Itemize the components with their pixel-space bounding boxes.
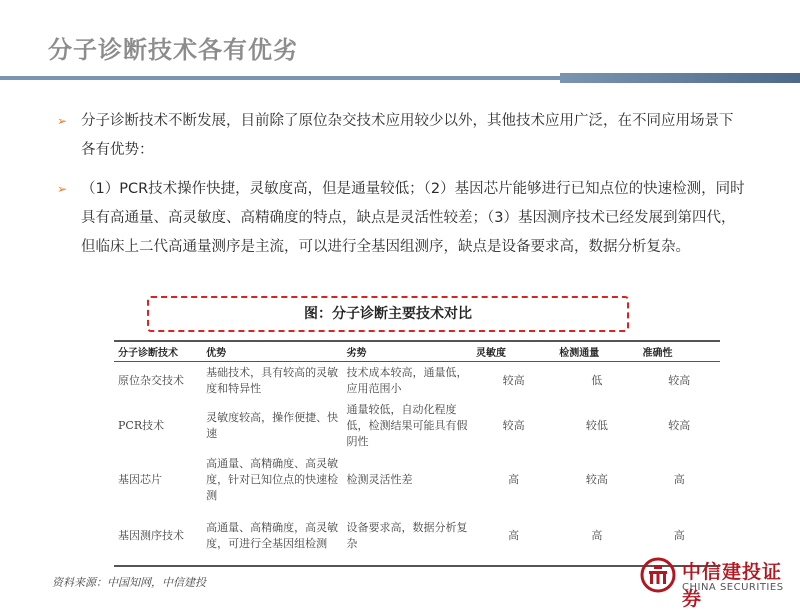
table-cell: 基因测序技术 [114,508,202,566]
table-cell: 较高 [585,472,608,486]
table-cell: 高 [472,508,555,566]
arrow-right-icon: ➢ [57,182,68,196]
arrow-right-icon: ➢ [57,114,68,128]
table-cell: 较低 [585,418,608,432]
table-cell: 灵敏度较高，操作便捷、快速 [206,410,339,440]
table-cell: 较高 [668,418,691,432]
table-row [114,452,720,508]
table-cell: 设备要求高，数据分析复杂 [343,508,473,566]
table-cell: 高通量、高精确度、高灵敏度，针对已知位点的快速检测 [206,456,339,502]
table-cell: 低 [591,373,603,387]
header-rule-accent [560,73,800,83]
citic-seal-icon [640,557,676,593]
column-header: 检测通量 [555,341,638,362]
table-cell: 较高 [668,373,691,387]
logo-name-cn: 中信建投证券 [682,561,783,610]
table-row [114,362,720,400]
comparison-table [114,340,720,567]
header-rule-line [0,76,560,80]
logo-name-en: CHINA SECURITIES [682,582,784,593]
figure-title: 图：分子诊断主要技术对比 [304,306,472,322]
bullet-text: 分子诊断技术不断发展，目前除了原位杂交技术应用较少以外，其他技术应用广泛，在不同应用场景下各有优势： [81,113,734,158]
table-cell: 高 [508,472,520,486]
table-cell: PCR技术 [118,418,165,432]
column-header: 分子诊断技术 [114,341,202,362]
table-cell: 高 [555,508,638,566]
company-logo [640,557,800,610]
table-header-row [114,341,720,362]
table-cell: 高通量、高精确度，高灵敏度，可进行全基因组检测 [202,508,342,566]
table-cell: 技术成本较高，通量低，应用范围小 [346,365,468,395]
column-header: 优势 [202,341,342,362]
column-header: 灵敏度 [472,341,555,362]
table-cell: 检测灵活性差 [346,472,413,486]
source-note: 资料来源：中国知网，中信建投 [52,576,206,589]
table-cell: 高 [673,472,685,486]
table-cell: 基因芯片 [118,472,162,486]
table-cell: 通量较低，自动化程度低，检测结果可能具有假阴性 [346,402,468,448]
bullet-text: （1）PCR技术操作快捷，灵敏度高，但是通量较低；（2）基因芯片能够进行已知点位的快速检测，同时具有高通量、高灵敏度、高精确度的特点，缺点是灵活性较差；（3）基因测序技术已经发展到第四代，但临床上二代高通量测序是主流，可以进行全基因组测序，缺点是设备要求高，数据分析复杂。 [81,181,745,255]
page-title: 分子诊断技术各有优劣 [48,36,298,64]
header-rule [0,73,800,83]
table-cell: 高 [639,508,720,566]
table-row [114,508,720,566]
table-cell: 基础技术，具有较高的灵敏度和特异性 [206,365,339,395]
column-header: 准确性 [639,341,720,362]
bullet-item [57,107,747,165]
table-cell: 原位杂交技术 [118,373,184,387]
bullet-item [57,175,747,262]
table-cell: 较高 [502,373,525,387]
table-cell: 较高 [502,418,525,432]
column-header: 劣势 [343,341,473,362]
figure-title-box [147,296,629,332]
table-row [114,400,720,452]
